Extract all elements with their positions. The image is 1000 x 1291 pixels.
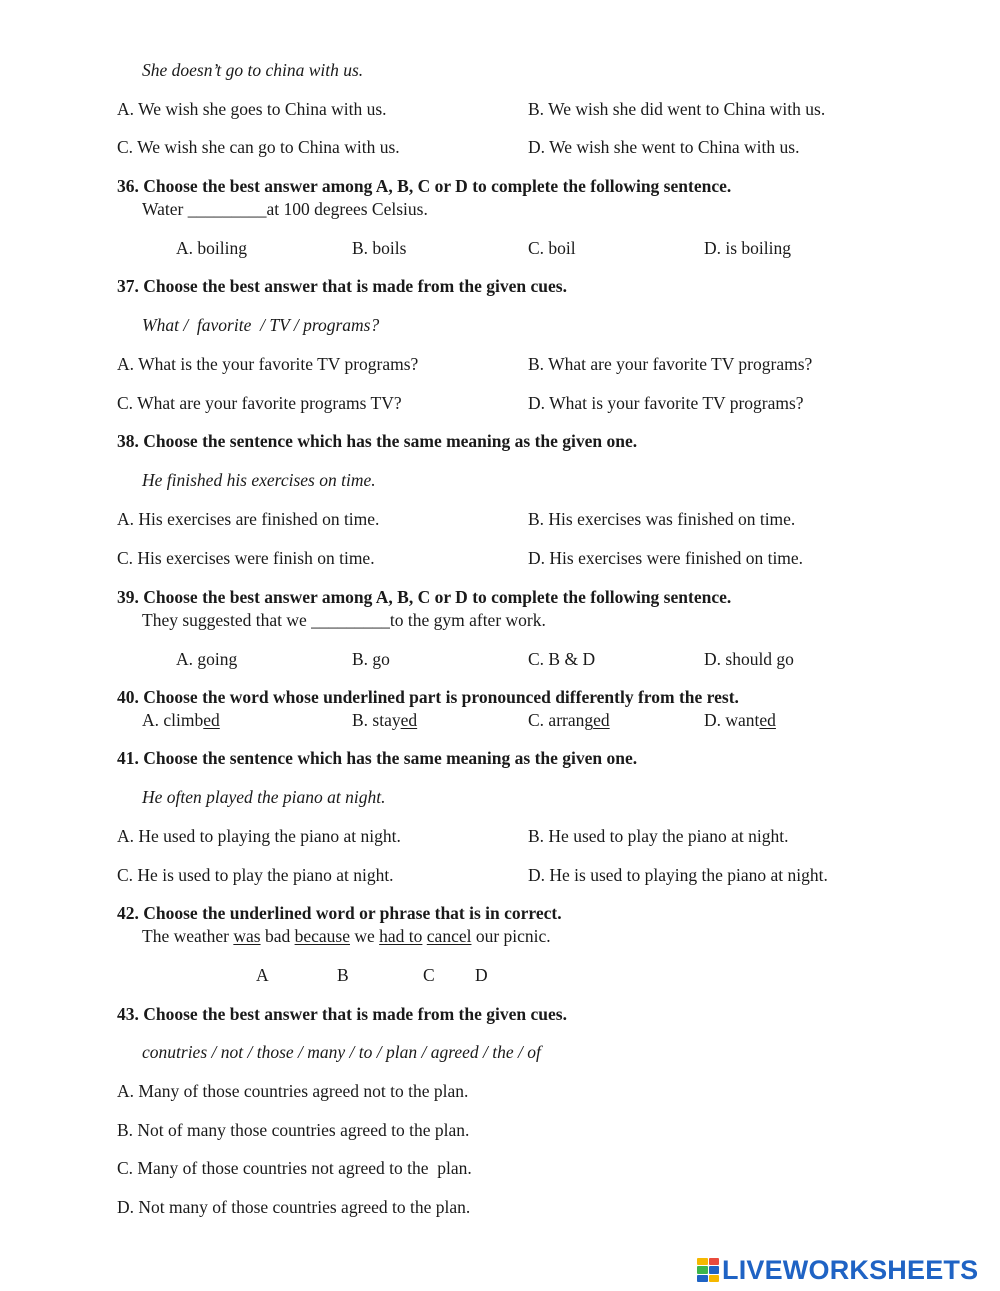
q38-option-b[interactable]: B. His exercises was finished on time. — [528, 509, 796, 529]
q42-label-c: C — [423, 965, 435, 985]
q40-option-c-stem: C. arrang — [528, 710, 594, 730]
q43-option-c[interactable]: C. Many of those countries not agreed to the plan. — [117, 1158, 472, 1178]
q41-option-a[interactable]: A. He used to playing the piano at night. — [117, 826, 401, 846]
q39-option-a[interactable]: A. going — [176, 649, 238, 669]
q40-title: 40. Choose the word whose underlined part is pronounced differently from the rest. — [117, 687, 739, 707]
q42-underlined-c[interactable]: had to — [379, 926, 423, 946]
q42-label-b: B — [337, 965, 349, 985]
q40-option-c-underlined: ed — [593, 710, 610, 730]
q42-title: 42. Choose the underlined word or phrase that is in correct. — [117, 903, 562, 923]
q37-title: 37. Choose the best answer that is made from the given cues. — [117, 276, 567, 296]
logo-text: LIVEWORKSHEETS — [722, 1254, 979, 1285]
q38-option-c[interactable]: C. His exercises were finish on time. — [117, 548, 375, 568]
q42-label-d: D — [475, 965, 488, 985]
q42-label-a: A — [256, 965, 269, 985]
q39-option-d[interactable]: D. should go — [704, 649, 794, 669]
q36-option-a[interactable]: A. boiling — [176, 238, 247, 258]
q41-option-c[interactable]: C. He is used to play the piano at night. — [117, 865, 394, 885]
q36-sentence: Water _________at 100 degrees Celsius. — [142, 199, 428, 219]
q42-sentence: The weather was bad because we had to cancel our picnic. — [142, 926, 551, 946]
q40-option-d-stem: D. want — [704, 710, 760, 730]
q38-prompt: He finished his exercises on time. — [142, 470, 376, 490]
q42-underlined-a[interactable]: was — [233, 926, 261, 946]
q40-option-a-stem: A. climb — [142, 710, 204, 730]
q43-title: 43. Choose the best answer that is made from the given cues. — [117, 1004, 567, 1024]
q41-option-b[interactable]: B. He used to play the piano at night. — [528, 826, 789, 846]
q36-option-c[interactable]: C. boil — [528, 238, 576, 258]
q37-cues: What / favorite / TV / programs? — [142, 315, 380, 335]
q35-option-d[interactable]: D. We wish she went to China with us. — [528, 137, 800, 157]
q36-title: 36. Choose the best answer among A, B, C or D to complete the following sentence. — [117, 176, 732, 196]
q38-option-d[interactable]: D. His exercises were finished on time. — [528, 548, 804, 568]
q35-option-a[interactable]: A. We wish she goes to China with us. — [117, 99, 387, 119]
liveworksheets-logo — [697, 1255, 978, 1285]
q39-option-c[interactable]: C. B & D — [528, 649, 596, 669]
q37-option-c[interactable]: C. What are your favorite programs TV? — [117, 393, 402, 413]
q41-option-d[interactable]: D. He is used to playing the piano at night. — [528, 865, 828, 885]
q43-option-d[interactable]: D. Not many of those countries agreed to the plan. — [117, 1197, 471, 1217]
q40-option-c[interactable] — [528, 709, 610, 731]
q43-cues: conutries / not / those / many / to / plan / agreed / the / of — [142, 1042, 541, 1062]
q43-option-b[interactable]: B. Not of many those countries agreed to the plan. — [117, 1120, 470, 1140]
q43-option-a[interactable]: A. Many of those countries agreed not to the plan. — [117, 1081, 469, 1101]
q38-option-a[interactable]: A. His exercises are finished on time. — [117, 509, 380, 529]
q40-option-d[interactable] — [704, 709, 776, 731]
q39-title: 39. Choose the best answer among A, B, C or D to complete the following sentence. — [117, 587, 732, 607]
q40-option-a-underlined: ed — [203, 710, 220, 730]
q36-option-b[interactable]: B. boils — [352, 238, 407, 258]
q38-title: 38. Choose the sentence which has the same meaning as the given one. — [117, 431, 638, 451]
q40-option-a[interactable] — [142, 709, 220, 731]
q35-option-b[interactable]: B. We wish she did went to China with us. — [528, 99, 826, 119]
q37-option-d[interactable]: D. What is your favorite TV programs? — [528, 393, 804, 413]
q37-option-a[interactable]: A. What is the your favorite TV programs? — [117, 354, 419, 374]
q35-option-c[interactable]: C. We wish she can go to China with us. — [117, 137, 400, 157]
q37-option-b[interactable]: B. What are your favorite TV programs? — [528, 354, 813, 374]
q41-prompt: He often played the piano at night. — [142, 787, 386, 807]
q41-title: 41. Choose the sentence which has the same meaning as the given one. — [117, 748, 638, 768]
q39-sentence: They suggested that we _________to the gym after work. — [142, 610, 546, 630]
logo-mark-icon — [697, 1258, 719, 1282]
q40-option-b-underlined: ed — [400, 710, 418, 730]
q42-underlined-d[interactable]: cancel — [426, 926, 472, 946]
q39-option-b[interactable]: B. go — [352, 649, 390, 669]
q40-option-b[interactable] — [352, 709, 417, 731]
q40-option-b-stem: B. stay — [352, 710, 401, 730]
q40-option-d-underlined: ed — [759, 710, 776, 730]
q42-underlined-b[interactable]: because — [294, 926, 350, 946]
q36-option-d[interactable]: D. is boiling — [704, 238, 792, 258]
q35-prompt: She doesn’t go to china with us. — [142, 60, 364, 80]
